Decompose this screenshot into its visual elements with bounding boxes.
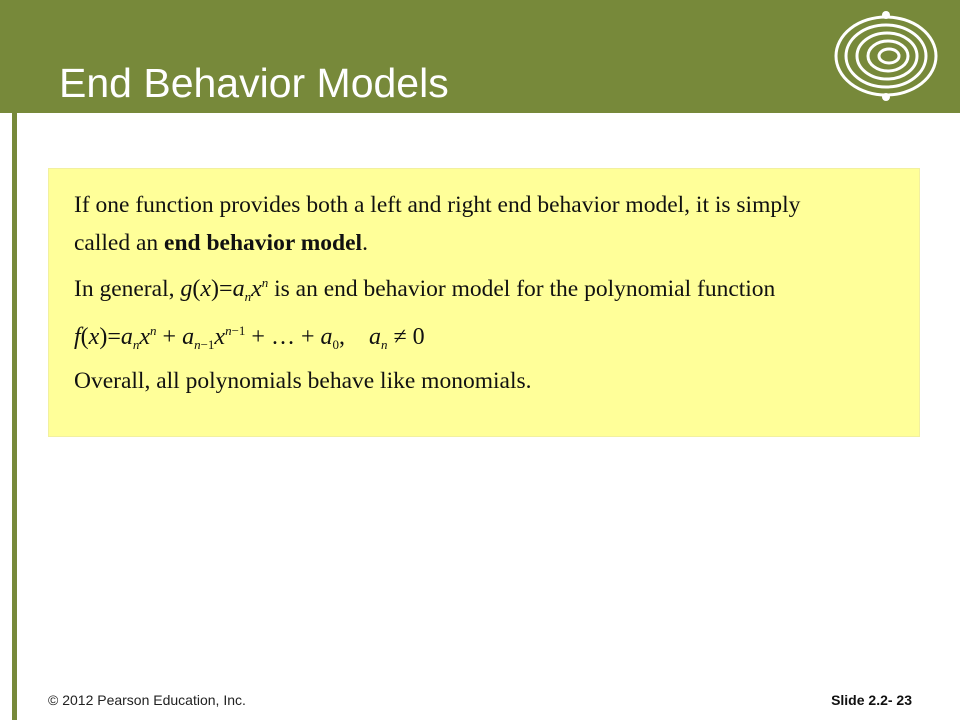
slide-title: End Behavior Models [59, 60, 449, 106]
definition-line-2 [74, 228, 368, 258]
line-3-suffix: is an end behavior model for the polynomial function [268, 276, 776, 302]
left-rule-divider [12, 113, 17, 720]
copyright-text: © 2012 Pearson Education, Inc. [48, 692, 246, 708]
slide-number: Slide 2.2- 23 [831, 692, 912, 708]
line-3-prefix: In general, [74, 276, 181, 302]
polynomial-formula [74, 322, 425, 352]
definition-line-1: If one function provides both a left and right end behavior model, it is simply [74, 192, 801, 218]
formula-g-of-x: $g(x)=a_nx^n$ [180, 275, 269, 304]
line-2-suffix: . [362, 230, 368, 256]
formula-f-of-x: $f(x)=a_nx^n + a_{n-1}x^{n-1}$ + … + $a_0$, $a_n \ne 0$ [74, 323, 425, 352]
definition-line-5: Overall, all polynomials behave like monomials. [74, 368, 532, 394]
line-2-prefix: called an [74, 230, 165, 256]
definition-line-3 [74, 274, 775, 304]
term-end-behavior-model: end behavior model [164, 230, 363, 256]
spiral-logo-icon [826, 8, 946, 104]
